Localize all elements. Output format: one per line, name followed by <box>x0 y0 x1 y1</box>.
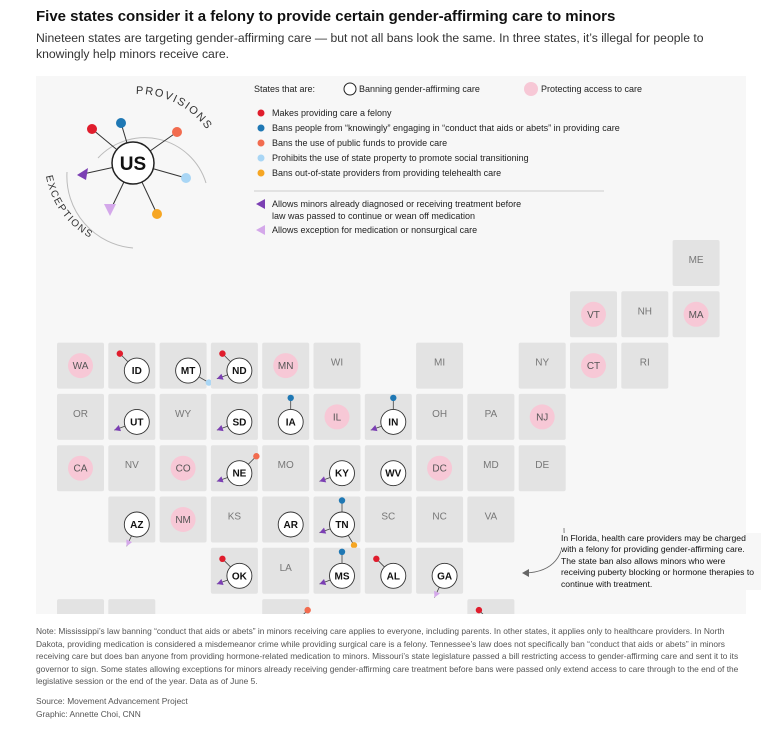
chart-title: Five states consider it a felony to provide certain gender-affirming care to minors <box>36 8 616 25</box>
state-label: AL <box>386 571 400 583</box>
state-label: KY <box>335 468 349 480</box>
state-label: OK <box>231 571 247 583</box>
state-tile-oh <box>416 394 463 440</box>
legend-item-exception_continue <box>256 199 521 221</box>
state-label: WY <box>175 408 192 420</box>
state-tile-wa <box>57 343 104 389</box>
state-tile-fl <box>467 599 514 614</box>
state-label: SC <box>381 511 396 523</box>
provision-dot-aidsabets <box>288 395 294 401</box>
state-label: VT <box>587 309 600 321</box>
legend-item-telehealth <box>258 168 502 178</box>
state-label: UT <box>130 417 144 429</box>
legend-label: Bans out-of-state providers from providing telehealth care <box>272 168 502 178</box>
state-label: NH <box>637 306 653 318</box>
state-tile-bg <box>57 599 104 614</box>
legend-banning-label: Banning gender-affirming care <box>359 84 480 94</box>
state-label: CA <box>73 463 88 475</box>
state-label: MO <box>277 460 294 472</box>
state-tile-bg <box>467 599 514 614</box>
legend-banning-swatch <box>344 83 356 95</box>
state-label: OH <box>432 408 448 420</box>
state-tile-ny <box>519 343 566 389</box>
provisions-label: PROVISIONS <box>135 84 215 133</box>
state-tile-sc <box>365 497 412 543</box>
state-label: MD <box>483 460 499 472</box>
state-label: ID <box>131 366 142 378</box>
state-tile-ne <box>211 445 260 491</box>
state-tile-co <box>160 445 207 491</box>
state-tile-tx <box>262 599 311 614</box>
state-tile-wv <box>365 445 412 491</box>
fl-annotation-leader <box>526 528 564 573</box>
state-tile-ky <box>314 445 361 491</box>
provision-dot-aidsabets <box>339 549 345 555</box>
state-tile-bg <box>108 599 155 614</box>
state-label: TN <box>335 520 349 531</box>
state-label: PA <box>484 408 498 420</box>
state-label: VA <box>484 511 498 523</box>
legend-label: Bans the use of public funds to provide care <box>272 138 448 148</box>
state-tile-il <box>314 394 361 440</box>
state-label: ND <box>232 366 247 378</box>
state-tile-ks <box>211 497 258 543</box>
state-tile-mo <box>262 445 309 491</box>
key-aidsabets-dot <box>116 118 126 128</box>
legend-item-stateproperty <box>258 153 529 163</box>
state-tile-ca <box>57 445 104 491</box>
state-label: WI <box>330 357 344 369</box>
key-exception-continue-arrow <box>77 168 88 180</box>
state-tile-ar <box>262 497 309 543</box>
state-tile-ri <box>621 343 668 389</box>
state-label: IA <box>285 417 296 429</box>
state-label: MI <box>434 357 446 369</box>
legend-label: Bans people from “knowingly” engaging in “conduct that aids or abets” in providing care <box>272 123 620 133</box>
state-tile-in <box>365 394 412 440</box>
state-tile-az <box>108 497 155 547</box>
state-tile-dc <box>416 445 463 491</box>
fl-annotation-arrowhead <box>522 569 529 577</box>
legend-dot <box>258 170 265 177</box>
state-tile-nc <box>416 497 463 543</box>
state-tile-md <box>467 445 514 491</box>
state-label: KS <box>227 511 242 523</box>
state-label: CT <box>586 361 601 373</box>
source-text: Source: Movement Advancement Project <box>36 695 188 706</box>
legend-states-that-are: States that are: <box>254 84 316 94</box>
provision-dot-felony <box>373 556 379 562</box>
state-label: ME <box>688 255 704 266</box>
state-tile-de <box>519 445 566 491</box>
chart-subtitle: Nineteen states are targeting gender-affirming care — but not all bans look the same. In three states, it’s illegal for people to knowingly help minors receive care. <box>36 31 704 61</box>
legend-dot <box>258 155 265 162</box>
provision-dot-telehealth <box>351 542 357 548</box>
state-tile-pa <box>467 394 514 440</box>
state-tile-id <box>108 343 155 389</box>
state-label: SD <box>232 417 247 429</box>
provision-dot-felony <box>219 556 225 562</box>
state-label: NC <box>432 511 447 523</box>
state-tile-or <box>57 394 104 440</box>
key-us-label: US <box>119 154 147 175</box>
state-label: LA <box>279 562 292 574</box>
state-label: RI <box>639 357 650 369</box>
state-label: MT <box>180 366 196 378</box>
legend <box>254 82 642 235</box>
legend-dot <box>258 125 265 132</box>
state-tile-hi <box>108 599 155 614</box>
provision-dot-aidsabets <box>339 497 345 503</box>
state-tile-nh <box>621 291 668 337</box>
state-label: AR <box>283 520 298 531</box>
credit-text: Graphic: Annette Choi, CNN <box>36 708 141 719</box>
us-key-graphic <box>43 85 222 248</box>
state-label: NE <box>232 468 247 480</box>
state-label: WV <box>385 468 402 480</box>
key-stateproperty-dot <box>181 173 191 183</box>
state-label: MN <box>277 361 294 373</box>
legend-item-felony <box>258 108 393 118</box>
provision-dot-felony <box>219 350 225 356</box>
legend-item-aidsabets <box>258 123 620 133</box>
state-label: MA <box>688 309 704 321</box>
legend-dot <box>258 110 265 117</box>
map-panel <box>36 76 754 614</box>
state-tile-vt <box>570 291 617 337</box>
state-tile-mi <box>416 343 463 389</box>
key-felony-dot <box>87 124 97 134</box>
state-label: IL <box>332 412 342 424</box>
provision-dot-felony <box>476 607 482 613</box>
exceptions-label: EXCEPTIONS <box>42 174 96 241</box>
legend-item-exception_nonsurgical <box>256 225 477 235</box>
legend-label: Makes providing care a felony <box>272 108 392 118</box>
legend-label: Allows minors already diagnosed or receiving treatment before <box>272 199 522 209</box>
legend-protecting-swatch <box>524 82 538 96</box>
state-tile-me <box>673 240 720 286</box>
state-label: GA <box>437 571 453 583</box>
fl-annotation: In Florida, health care providers may be charged with a felony for providing gender-affirming care. The state ban also allows minors who were receiving puberty blocking or hormone therapies to continue with treatment. <box>561 533 761 590</box>
state-tile-bg <box>262 599 309 614</box>
state-tile-ia <box>262 394 309 440</box>
state-tile-ga <box>416 548 463 598</box>
state-tile-sd <box>211 394 258 440</box>
legend-dot <box>258 140 265 147</box>
legend-label: Prohibits the use of state property to promote social transitioning <box>272 153 529 163</box>
legend-arrow <box>256 225 265 235</box>
state-label: NV <box>124 460 139 472</box>
provision-dot-felony <box>117 350 123 356</box>
key-exception-nonsurgical-arrow <box>104 204 116 216</box>
state-tile-nm <box>160 497 207 543</box>
state-tile-ak <box>57 599 104 614</box>
state-label: NY <box>535 357 550 369</box>
state-label: CO <box>175 463 191 475</box>
note-text: Note: Mississippi’s law banning “conduct that aids or abets” in minors receiving care applies to everyone, including parents. In other states, it applies only to healthcare providers. In North Dakota, providing medication is considered a misdemeanor crime while providing surgical care is a felony. Tennessee’s law does not specifically ban “conduct that aids or abets” in minors receiving care but does ban anyone from providing hormone-related medication to minors. Missouri’s state legislature passed a bill restricting access to gender-affirming care and sent it to its governor to sign. Some states allowing exceptions for minors already receiving gender-affirming care treatment before bans were passed only extend access to care through to the end of the legislative session or the end of the year. Data as of June 5. <box>36 626 739 687</box>
state-tile-mn <box>262 343 309 389</box>
legend-label: Allows exception for medication or nonsurgical care <box>272 225 478 235</box>
state-tile-ma <box>673 291 720 337</box>
state-label: NJ <box>536 412 549 424</box>
state-tile-nd <box>211 343 258 389</box>
state-tile-tn <box>314 497 361 549</box>
state-tile-ut <box>108 394 155 440</box>
legend-label-line2: law was passed to continue or wean off medication <box>272 211 475 221</box>
key-publicfunds-dot <box>172 127 182 137</box>
state-label: DE <box>535 460 550 472</box>
state-tile-wi <box>314 343 361 389</box>
legend-protecting-label: Protecting access to care <box>541 84 643 94</box>
provision-dot-aidsabets <box>390 395 396 401</box>
state-tile-ms <box>314 548 361 594</box>
state-tile-ct <box>570 343 617 389</box>
provision-dot-publicfunds <box>253 453 259 459</box>
state-label: OR <box>73 408 88 420</box>
state-tile-nv <box>108 445 155 491</box>
state-label: AZ <box>130 520 144 531</box>
provision-dot-publicfunds <box>304 607 310 613</box>
state-tile-wy <box>160 394 207 440</box>
state-tile-la <box>262 548 309 594</box>
key-telehealth-dot <box>152 209 162 219</box>
state-tile-va <box>467 497 514 543</box>
state-label: IN <box>388 417 399 429</box>
legend-item-publicfunds <box>258 138 448 148</box>
legend-arrow <box>256 199 265 209</box>
state-label: WA <box>72 361 89 373</box>
state-tile-mt <box>160 343 212 389</box>
state-tile-nj <box>519 394 566 440</box>
state-label: DC <box>432 463 447 475</box>
state-label: MS <box>334 571 350 583</box>
state-label: NM <box>175 515 191 526</box>
state-tile-ok <box>211 548 258 594</box>
state-tile-al <box>365 548 412 594</box>
notes-block <box>36 625 744 720</box>
